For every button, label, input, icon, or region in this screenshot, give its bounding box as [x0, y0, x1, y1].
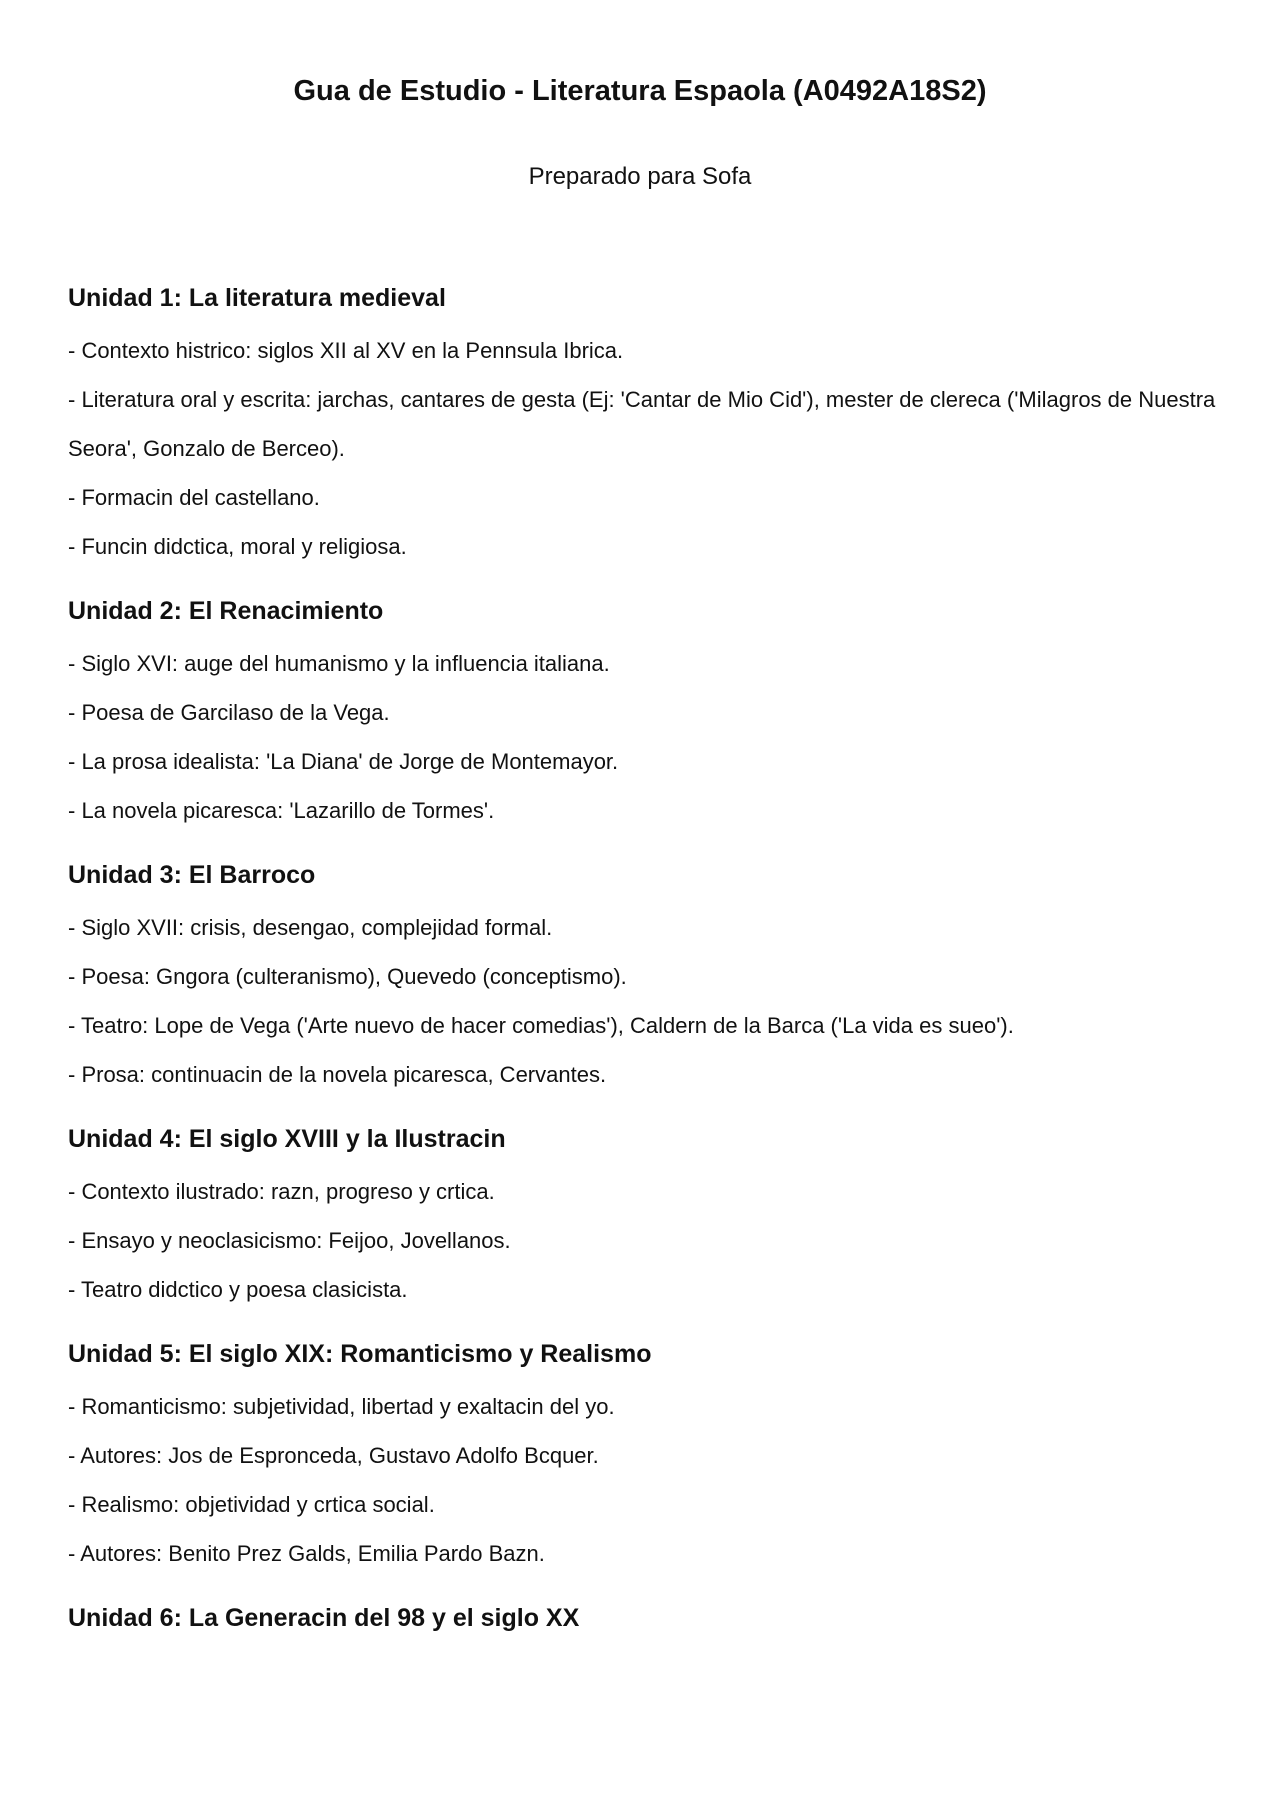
unit-3 [68, 853, 1228, 1099]
unit-item: - Autores: Benito Prez Galds, Emilia Pardo Bazn. [68, 1541, 545, 1566]
unit-heading: Unidad 2: El Renacimiento [68, 597, 384, 625]
unit-item: - Siglo XVII: crisis, desengao, complejidad formal. [68, 915, 553, 940]
unit-4 [68, 1117, 1228, 1314]
unit-item: - Realismo: objetividad y crtica social. [68, 1492, 435, 1517]
unit-items [68, 1382, 1228, 1578]
unit-heading: Unidad 1: La literatura medieval [68, 284, 446, 312]
unit-item: - Ensayo y neoclasicismo: Feijoo, Jovellanos. [68, 1228, 511, 1253]
unit-item: - La prosa idealista: 'La Diana' de Jorge de Montemayor. [68, 749, 619, 774]
unit-2 [68, 589, 1228, 835]
unit-item: - Contexto ilustrado: razn, progreso y crtica. [68, 1179, 495, 1204]
unit-items [68, 326, 1228, 571]
document-subtitle: Preparado para Sofa [528, 163, 752, 190]
unit-item: - Formacin del castellano. [68, 485, 320, 510]
unit-items [68, 639, 1228, 835]
unit-item: - Prosa: continuacin de la novela picaresca, Cervantes. [68, 1062, 607, 1087]
unit-item: - Contexto histrico: siglos XII al XV en la Pennsula Ibrica. [68, 338, 624, 363]
unit-item: - La novela picaresca: 'Lazarillo de Tormes'. [68, 798, 495, 823]
unit-item: - Autores: Jos de Espronceda, Gustavo Adolfo Bcquer. [68, 1443, 599, 1468]
unit-item: - Literatura oral y escrita: jarchas, cantares de gesta (Ej: 'Cantar de Mio Cid'), mester de clereca ('Milagros de Nuestra Seora', Gonzalo de Berceo). [68, 387, 1216, 461]
unit-heading: Unidad 4: El siglo XVIII y la Ilustracin [68, 1125, 506, 1153]
unit-item: - Romanticismo: subjetividad, libertad y exaltacin del yo. [68, 1394, 615, 1419]
unit-item: - Teatro: Lope de Vega ('Arte nuevo de hacer comedias'), Caldern de la Barca ('La vida es sueo'). [68, 1013, 1014, 1038]
unit-6 [68, 1596, 1228, 1640]
unit-item: - Siglo XVI: auge del humanismo y la influencia italiana. [68, 651, 610, 676]
unit-heading: Unidad 3: El Barroco [68, 861, 316, 889]
document-title: Gua de Estudio - Literatura Espaola (A0492A18S2) [293, 75, 987, 107]
unit-5 [68, 1332, 1228, 1578]
unit-items [68, 1167, 1228, 1314]
unit-item: - Teatro didctico y poesa clasicista. [68, 1277, 408, 1302]
unit-heading: Unidad 6: La Generacin del 98 y el siglo XX [68, 1604, 580, 1632]
unit-item: - Poesa: Gngora (culteranismo), Quevedo (conceptismo). [68, 964, 627, 989]
units-list [68, 276, 1228, 1658]
unit-item: - Poesa de Garcilaso de la Vega. [68, 700, 390, 725]
unit-heading: Unidad 5: El siglo XIX: Romanticismo y Realismo [68, 1340, 652, 1368]
unit-item: - Funcin didctica, moral y religiosa. [68, 534, 407, 559]
unit-1 [68, 276, 1228, 571]
unit-items [68, 903, 1228, 1099]
